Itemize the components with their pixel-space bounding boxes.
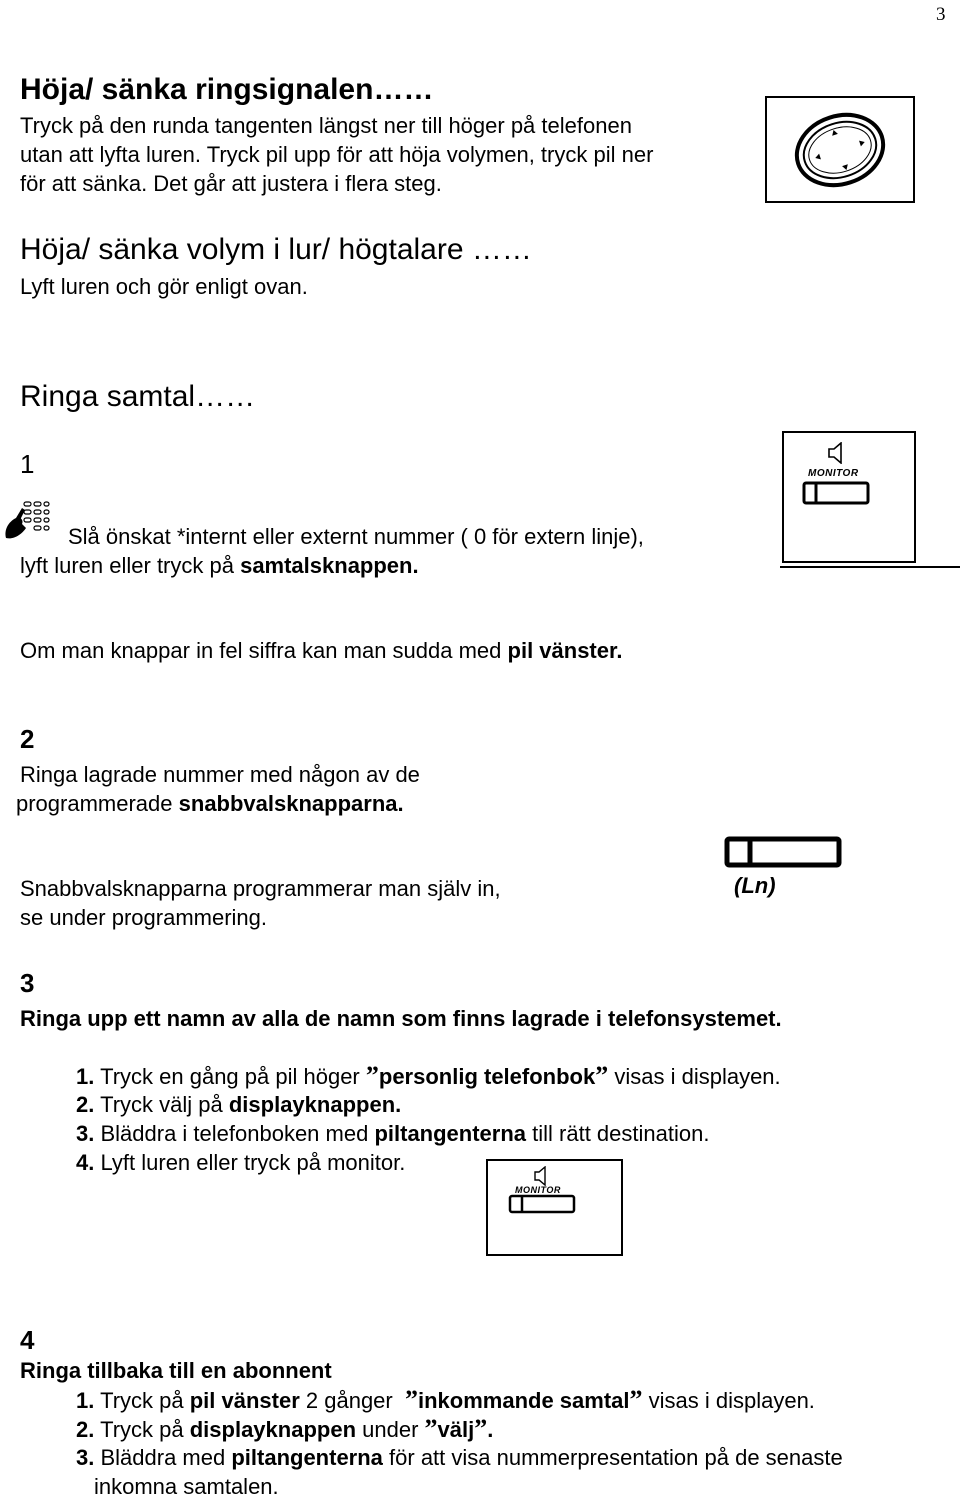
text-run: för att visa nummerpresentation på de senaste <box>382 1445 843 1470</box>
list-number: 1. <box>76 1064 95 1089</box>
page-number: 3 <box>936 4 946 25</box>
heading-ringa-samtal: Ringa samtal…… <box>20 380 256 413</box>
text-run: Lyft luren eller tryck på monitor. <box>100 1150 406 1175</box>
list-number: 3. <box>76 1121 95 1146</box>
text-run: visas i displayen. <box>642 1388 815 1413</box>
list-item <box>76 1414 493 1444</box>
bold-run: piltangenterna <box>231 1445 383 1470</box>
bold-run: displayknappen <box>189 1417 357 1442</box>
list-item <box>76 1385 815 1415</box>
figure-monitor <box>782 431 916 563</box>
list-item <box>76 1148 405 1177</box>
text-run: lyft luren eller tryck på <box>20 553 241 578</box>
step-number: 3 <box>20 968 35 998</box>
paragraph-line <box>16 789 404 818</box>
paragraph-line: se under programmering. <box>20 905 268 930</box>
list-number: 2. <box>76 1092 95 1117</box>
bold-run: personlig telefonbok <box>378 1064 596 1089</box>
figure-round-key <box>765 96 915 203</box>
heading-volym: Höja/ sänka volym i lur/ högtalare …… <box>20 233 532 266</box>
monitor-label: MONITOR <box>515 1185 561 1195</box>
step-title: Ringa tillbaka till en abonnent <box>20 1358 332 1383</box>
bold-run: samtalsknappen. <box>240 553 419 578</box>
list-number: 2. <box>76 1417 95 1442</box>
paragraph-line: Lyft luren och gör enligt ovan. <box>20 274 308 299</box>
step-number: 2 <box>20 724 35 754</box>
text-run: Bläddra i telefonboken med <box>100 1121 375 1146</box>
list-item <box>76 1090 401 1119</box>
bold-run: inkommande samtal <box>417 1388 630 1413</box>
bold-run: pil vänster. <box>507 638 623 663</box>
text-run: programmerade <box>16 791 179 816</box>
speaker-icon <box>827 442 845 464</box>
paragraph-line: för att sänka. Det går att justera i flera steg. <box>20 171 442 196</box>
text-run: visas i displayen. <box>608 1064 781 1089</box>
list-number: 1. <box>76 1388 95 1413</box>
quote-mark: ” <box>404 1385 418 1414</box>
speed-dial-button-icon <box>724 836 844 868</box>
paragraph-line <box>20 551 419 580</box>
step-title: Ringa upp ett namn av alla de namn som finns lagrade i telefonsystemet. <box>20 1006 782 1031</box>
quote-mark: ” <box>365 1061 379 1090</box>
quote-mark: ” <box>595 1061 609 1090</box>
quote-mark: ” <box>424 1414 438 1443</box>
paragraph-line <box>20 636 622 665</box>
quote-mark: ” <box>629 1385 643 1414</box>
paragraph-line: Slå önskat *internt eller externt nummer ( 0 för extern linje), <box>68 524 644 549</box>
text-run: Bläddra med <box>100 1445 232 1470</box>
ln-label: (Ln) <box>734 873 776 898</box>
list-number: 3. <box>76 1445 95 1470</box>
monitor-label: MONITOR <box>808 468 859 479</box>
text-run: 2 gånger <box>299 1388 399 1413</box>
text-run: Tryck välj på <box>100 1092 229 1117</box>
list-item <box>76 1119 709 1148</box>
bold-run: piltangenterna <box>374 1121 527 1146</box>
text-run: Tryck en gång på pil höger <box>100 1064 366 1089</box>
step-number: 1 <box>20 449 35 479</box>
paragraph-line: utan att lyfta luren. Tryck pil upp för att höja volymen, tryck pil ner <box>20 142 654 167</box>
bold-run: välj <box>437 1417 475 1442</box>
heading-ringsignal: Höja/ sänka ringsignalen…… <box>20 73 434 106</box>
keypad-hand-icon <box>2 498 50 542</box>
underline-rule <box>780 566 960 568</box>
speaker-icon <box>533 1166 549 1186</box>
list-item <box>76 1061 781 1091</box>
figure-monitor-small <box>486 1159 623 1256</box>
paragraph-line: Tryck på den runda tangenten längst ner till höger på telefonen <box>20 113 632 138</box>
round-navigation-key-icon <box>767 98 913 201</box>
bold-run: . <box>487 1417 494 1442</box>
paragraph-line: Ringa lagrade nummer med någon av de <box>20 762 420 787</box>
text-run: Tryck på <box>100 1417 190 1442</box>
bold-run: displayknappen. <box>228 1092 402 1117</box>
monitor-button-icon <box>802 481 872 505</box>
monitor-button-icon <box>508 1194 578 1214</box>
text-run: Tryck på <box>100 1388 190 1413</box>
bold-run: snabbvalsknapparna. <box>178 791 404 816</box>
quote-mark: ” <box>474 1414 488 1443</box>
text-run: under <box>356 1417 425 1442</box>
paragraph-line: Snabbvalsknapparna programmerar man själv in, <box>20 876 501 901</box>
list-item <box>76 1443 843 1472</box>
text-run: till rätt destination. <box>526 1121 710 1146</box>
list-item-continuation: inkomna samtalen. <box>94 1474 279 1499</box>
list-number: 4. <box>76 1150 95 1175</box>
step-number: 4 <box>20 1325 35 1355</box>
bold-run: pil vänster <box>189 1388 300 1413</box>
text-run: Om man knappar in fel siffra kan man sudda med <box>20 638 508 663</box>
